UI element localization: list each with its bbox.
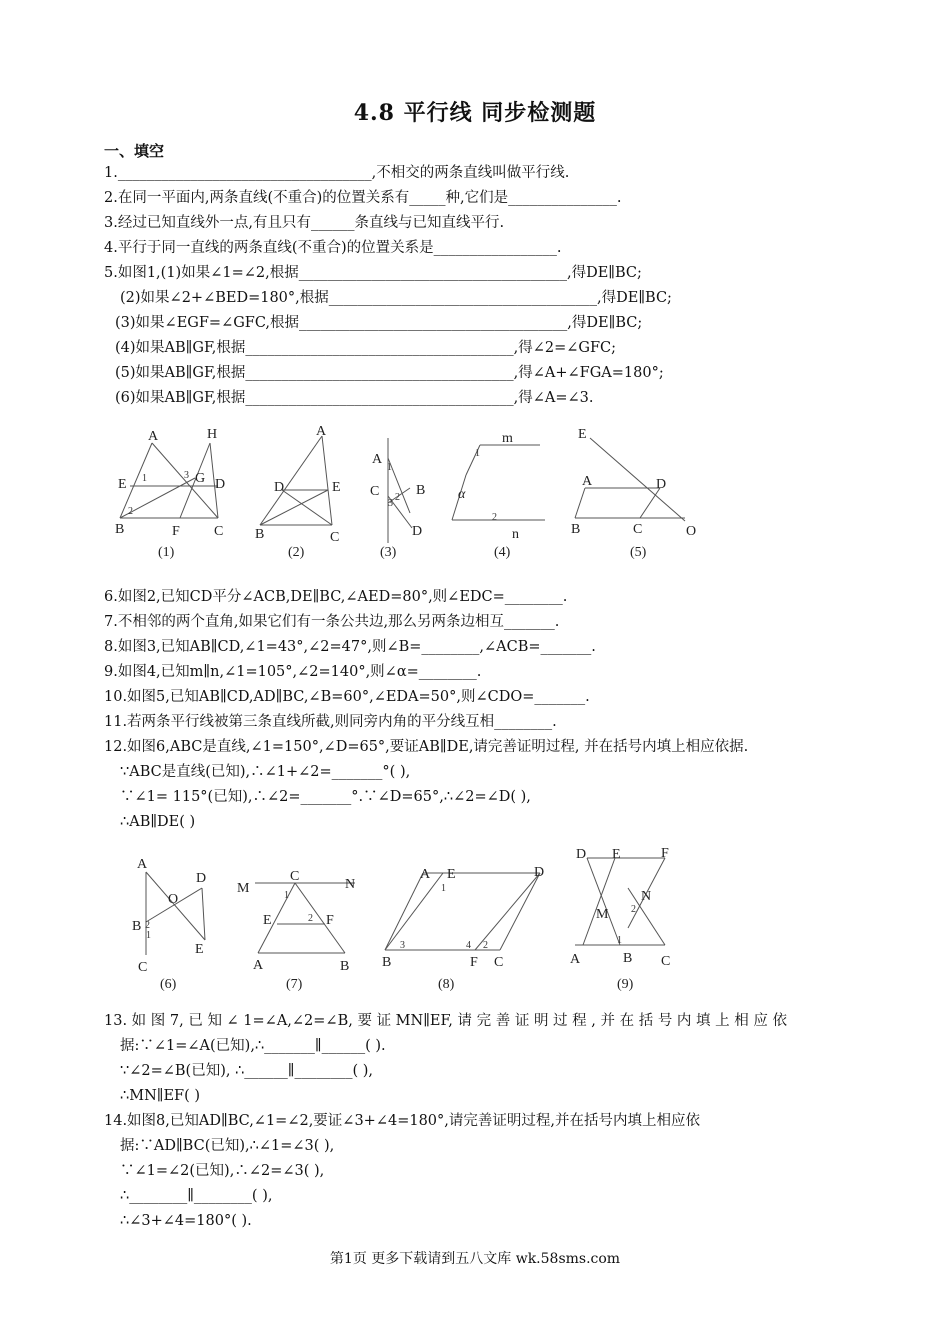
question-line: ∵∠1=∠2(已知),∴∠2=∠3( ),: [120, 1163, 325, 1179]
svg-text:1: 1: [146, 930, 151, 941]
svg-text:1: 1: [441, 883, 446, 894]
svg-text:2: 2: [145, 920, 150, 931]
svg-text:3: 3: [388, 498, 393, 509]
svg-text:1: 1: [284, 890, 289, 901]
question-line: 14.如图8,已知AD∥BC,∠1=∠2,要证∠3+∠4=180°,请完善证明过程,并在括号内填上相应依: [104, 1113, 700, 1129]
question-line: 11.若两条平行线被第三条直线所截,则同旁内角的平分线互相________.: [104, 714, 557, 730]
svg-text:C: C: [661, 954, 671, 969]
figure-caption-4: (4): [494, 545, 511, 560]
question-line: ∵ABC是直线(已知),∴∠1+∠2=_______°( ),: [120, 764, 411, 780]
question-line: ∴________∥________( ),: [120, 1188, 273, 1204]
svg-text:F: F: [326, 913, 334, 928]
svg-text:1: 1: [475, 448, 480, 459]
section-heading: 一、填空: [104, 142, 165, 160]
svg-text:E: E: [332, 480, 341, 495]
question-line: 6.如图2,已知CD平分∠ACB,DE∥BC,∠AED=80°,则∠EDC=________.: [104, 589, 568, 605]
svg-text:E: E: [447, 867, 456, 882]
svg-text:D: D: [534, 865, 545, 880]
svg-text:2: 2: [492, 512, 497, 523]
figure-caption-3: (3): [380, 545, 397, 560]
figure-row-2: [120, 840, 700, 1000]
question-line: ∴AB∥DE( ): [120, 814, 196, 830]
question-line: 10.如图5,已知AB∥CD,AD∥BC,∠B=60°,∠EDA=50°,则∠CDO=_______.: [104, 689, 590, 705]
question-line: 据:∵∠1=∠A(已知),∴_______∥______( ).: [120, 1038, 386, 1054]
question-line: 据:∵AD∥BC(已知),∴∠1=∠3( ),: [120, 1138, 335, 1154]
question-line: (5)如果AB∥GF,根据_____________________________________,得∠A+∠FGA=180°;: [115, 365, 664, 381]
svg-text:B: B: [115, 522, 125, 537]
svg-text:n: n: [512, 527, 519, 542]
svg-text:1: 1: [617, 935, 622, 946]
svg-text:A: A: [570, 952, 581, 967]
svg-text:A: A: [420, 867, 431, 882]
question-line: 2.在同一平面内,两条直线(不重合)的位置关系有_____种,它们是_______________.: [104, 190, 622, 206]
svg-text:A: A: [137, 857, 148, 872]
question-line: 8.如图3,已知AB∥CD,∠1=43°,∠2=47°,则∠B=________,∠ACB=_______.: [104, 639, 596, 655]
svg-text:B: B: [255, 527, 265, 542]
svg-text:D: D: [215, 477, 226, 492]
svg-text:O: O: [686, 524, 697, 539]
svg-text:B: B: [132, 919, 142, 934]
svg-text:M: M: [596, 907, 609, 922]
svg-text:B: B: [571, 522, 581, 537]
svg-text:2: 2: [483, 940, 488, 951]
question-line: (3)如果∠EGF=∠GFC,根据_____________________________________,得DE∥BC;: [115, 315, 643, 331]
svg-text:F: F: [172, 524, 180, 539]
svg-text:B: B: [340, 959, 350, 974]
svg-text:F: F: [470, 955, 478, 970]
question-line: (6)如果AB∥GF,根据_____________________________________,得∠A=∠3.: [115, 390, 594, 406]
svg-text:D: D: [576, 847, 587, 862]
svg-text:C: C: [214, 524, 224, 539]
svg-text:2: 2: [128, 506, 133, 517]
svg-text:B: B: [416, 483, 426, 498]
svg-text:2: 2: [631, 904, 636, 915]
question-line: (2)如果∠2+∠BED=180°,根据_____________________________________,得DE∥BC;: [120, 290, 672, 306]
svg-text:A: A: [372, 452, 383, 467]
question-line: 9.如图4,已知m∥n,∠1=105°,∠2=140°,则∠α=________.: [104, 664, 482, 680]
question-line: 5.如图1,(1)如果∠1=∠2,根据_____________________________________,得DE∥BC;: [104, 265, 642, 281]
svg-text:A: A: [582, 474, 593, 489]
svg-text:4: 4: [466, 940, 471, 951]
question-line: 4.平行于同一直线的两条直线(不重合)的位置关系是_________________.: [104, 240, 562, 256]
question-line: ∴MN∥EF( ): [120, 1088, 201, 1104]
svg-text:A: A: [253, 958, 264, 973]
svg-text:C: C: [494, 955, 504, 970]
svg-text:3: 3: [400, 940, 405, 951]
svg-text:A: A: [316, 424, 327, 439]
svg-text:C: C: [138, 960, 148, 975]
svg-text:C: C: [290, 869, 300, 884]
svg-text:N: N: [641, 889, 652, 904]
svg-text:F: F: [661, 846, 669, 861]
svg-text:D: D: [656, 477, 667, 492]
svg-text:D: D: [412, 524, 423, 539]
figure-caption-6: (6): [160, 977, 177, 992]
figure-caption-7: (7): [286, 977, 303, 992]
figure-caption-9: (9): [617, 977, 634, 992]
svg-text:D: D: [196, 871, 207, 886]
svg-text:B: B: [623, 951, 633, 966]
svg-text:C: C: [330, 530, 340, 545]
svg-text:E: E: [578, 427, 587, 442]
figure-caption-5: (5): [630, 545, 647, 560]
page-footer: 第1页 更多下载请到五八文库 wk.58sms.com: [329, 1251, 621, 1267]
svg-text:1: 1: [142, 473, 147, 484]
svg-text:B: B: [382, 955, 392, 970]
svg-text:C: C: [633, 522, 643, 537]
question-line: 12.如图6,ABC是直线,∠1=150°,∠D=65°,要证AB∥DE,请完善证明过程, 并在括号内填上相应依据.: [104, 739, 749, 755]
svg-text:O: O: [168, 892, 179, 907]
question-line: 13. 如 图 7, 已 知 ∠ 1=∠A,∠2=∠B, 要 证 MN∥EF, 请 完 善 证 明 过 程 , 并 在 括 号 内 填 上 相 应 依: [104, 1013, 787, 1029]
question-line: 1.___________________________________,不相交的两条直线叫做平行线.: [104, 165, 570, 181]
svg-text:2: 2: [395, 492, 400, 503]
svg-text:α: α: [458, 487, 466, 502]
question-line: ∴∠3+∠4=180°( ).: [120, 1213, 252, 1229]
svg-text:H: H: [207, 427, 218, 442]
svg-text:E: E: [195, 942, 204, 957]
figure-caption-1: (1): [158, 545, 175, 560]
svg-text:1: 1: [387, 462, 392, 473]
svg-text:E: E: [612, 847, 621, 862]
svg-text:E: E: [118, 477, 127, 492]
figure-row-1: [100, 418, 720, 568]
svg-text:D: D: [274, 480, 285, 495]
svg-text:3: 3: [184, 470, 189, 481]
question-line: ∵∠2=∠B(已知), ∴______∥________( ),: [120, 1063, 374, 1079]
figure-caption-2: (2): [288, 545, 305, 560]
svg-text:N: N: [345, 877, 356, 892]
svg-text:G: G: [195, 471, 206, 486]
question-line: 3.经过已知直线外一点,有且只有______条直线与已知直线平行.: [104, 215, 505, 231]
svg-text:E: E: [263, 913, 272, 928]
svg-text:M: M: [237, 881, 250, 896]
question-line: ∵∠1= 115°(已知),∴∠2=_______°.∵∠D=65°,∴∠2=∠D( ),: [120, 789, 531, 805]
svg-text:m: m: [502, 431, 513, 446]
question-line: 7.不相邻的两个直角,如果它们有一条公共边,那么另两条边相互_______.: [104, 614, 560, 630]
svg-text:A: A: [148, 429, 159, 444]
page-title: 4.8 平行线 同步检测题: [353, 100, 597, 126]
question-line: (4)如果AB∥GF,根据_____________________________________,得∠2=∠GFC;: [115, 340, 617, 356]
svg-text:C: C: [370, 484, 380, 499]
figure-caption-8: (8): [438, 977, 455, 992]
svg-text:2: 2: [308, 913, 313, 924]
